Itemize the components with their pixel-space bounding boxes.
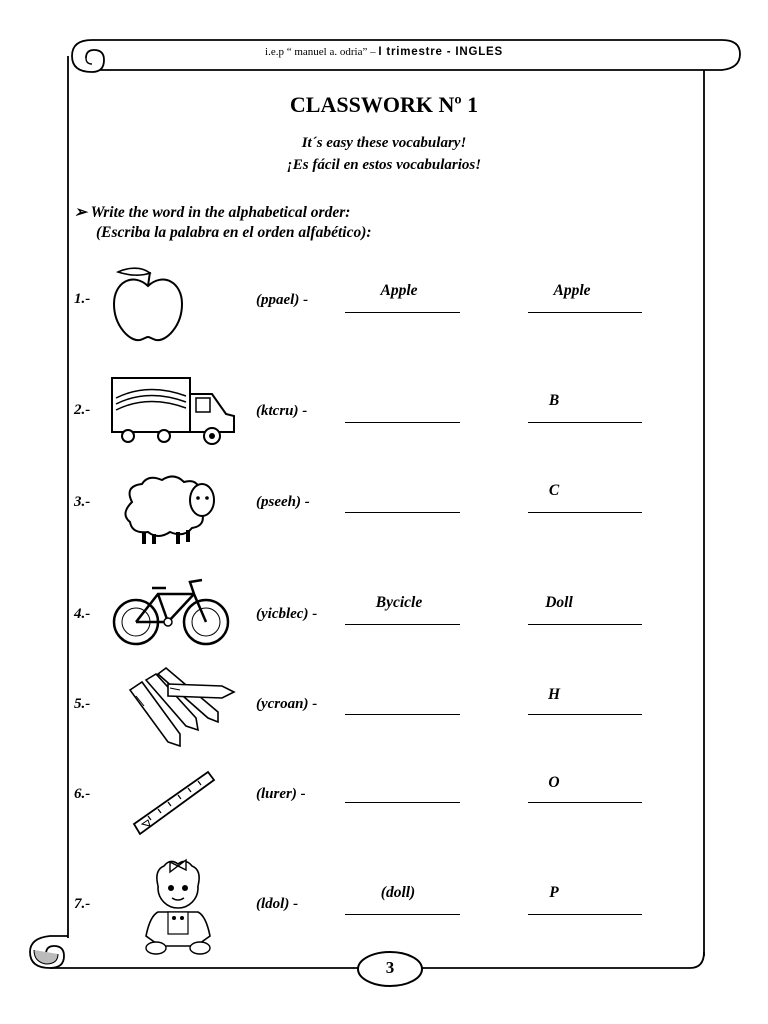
answer-line-1 — [345, 914, 460, 915]
doll-icon — [136, 856, 220, 956]
page-title: CLASSWORK Nº 1 — [289, 92, 479, 117]
ruler-icon — [128, 768, 218, 842]
answer-line-1 — [345, 802, 460, 803]
scrambled-word: (yicblec) - — [256, 606, 318, 622]
answer-text-1: Apple — [380, 282, 418, 299]
answer-line-2 — [528, 422, 642, 423]
scrambled-word: (ppael) - — [256, 292, 309, 308]
answer-text-2: Apple — [553, 282, 591, 299]
scrambled-word: (lurer) - — [256, 786, 306, 802]
instruction-line-1 — [74, 203, 350, 222]
answer-text-1: Bycicle — [375, 594, 423, 611]
answer-text-2: B — [548, 392, 560, 409]
item-number: 7.- — [74, 896, 91, 912]
crayons-icon — [124, 666, 240, 758]
answer-line-2 — [528, 312, 642, 313]
item-number: 2.- — [74, 402, 91, 418]
page-number-badge — [356, 950, 424, 988]
term-label: I trimestre - INGLES — [378, 46, 503, 58]
answer-text-2: H — [547, 686, 561, 703]
scrambled-word: (ycroan) - — [256, 696, 318, 712]
answer-line-2 — [528, 512, 642, 513]
item-number: 3.- — [74, 494, 91, 510]
answer-text-2: C — [548, 482, 560, 499]
answer-line-1 — [345, 312, 460, 313]
truck-icon — [108, 374, 240, 446]
header-separator: – — [367, 46, 379, 58]
item-number: 6.- — [74, 786, 91, 802]
answer-text-2: P — [549, 884, 559, 901]
bicycle-icon — [108, 574, 234, 650]
scrambled-word: (ldol) - — [256, 896, 299, 912]
answer-text-2: Doll — [545, 594, 573, 611]
answer-line-2 — [528, 914, 642, 915]
page-number: 3 — [385, 958, 395, 977]
answer-text-1: (doll) — [380, 884, 416, 901]
answer-line-1 — [345, 714, 460, 715]
item-number: 4.- — [74, 606, 91, 622]
answer-line-1 — [345, 422, 460, 423]
subtitle-spanish: ¡Es fácil en estos vocabularios! — [286, 157, 482, 173]
scrambled-word: (ktcru) - — [256, 403, 308, 419]
apple-icon — [108, 264, 188, 344]
school-name: i.e.p “ manuel a. odria” — [265, 46, 368, 58]
instruction-text-english: Write the word in the alphabetical order: — [90, 204, 351, 221]
answer-text-2: O — [548, 774, 560, 791]
instruction-line-2: (Escriba la palabra en el orden alfabético): — [96, 224, 372, 241]
item-number: 5.- — [74, 696, 91, 712]
arrow-bullet-icon: ➢ — [74, 204, 87, 221]
sheep-icon — [118, 472, 228, 550]
answer-line-1 — [345, 512, 460, 513]
answer-line-2 — [528, 624, 642, 625]
answer-line-1 — [345, 624, 460, 625]
answer-line-2 — [528, 802, 642, 803]
scrambled-word: (pseeh) - — [256, 494, 310, 510]
header-line — [0, 46, 768, 58]
item-number: 1.- — [74, 291, 91, 307]
answer-line-2 — [528, 714, 642, 715]
subtitle-english: It´s easy these vocabulary! — [301, 135, 467, 151]
